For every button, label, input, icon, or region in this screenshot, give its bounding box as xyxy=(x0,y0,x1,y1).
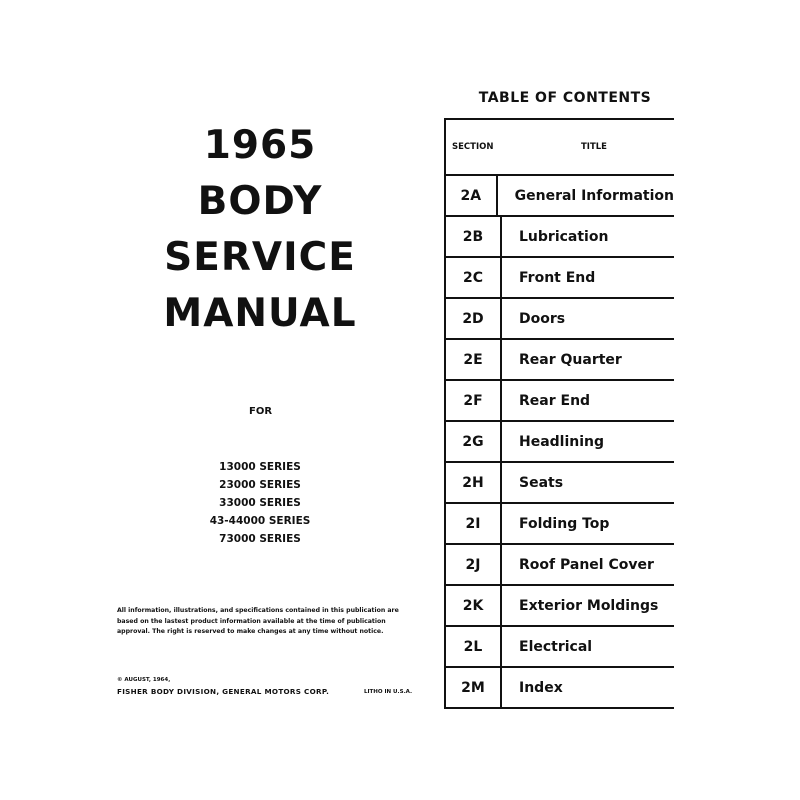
section-code: 2D xyxy=(446,299,502,338)
section-title: Index xyxy=(519,679,563,696)
toc-row xyxy=(446,340,674,381)
series-item: 33000 SERIES xyxy=(219,497,301,509)
toc-row xyxy=(446,668,674,709)
section-title: Rear Quarter xyxy=(519,351,622,368)
section-code: 2F xyxy=(446,381,502,420)
series-item: 23000 SERIES xyxy=(219,479,301,491)
toc-row xyxy=(446,176,674,217)
section-title: Headlining xyxy=(519,433,605,450)
section-code: 2I xyxy=(446,504,502,543)
section-title: Doors xyxy=(519,310,566,327)
copyright: © AUGUST, 1964, xyxy=(117,677,171,683)
section-title: Electrical xyxy=(519,638,593,655)
section-code: 2E xyxy=(446,340,502,379)
section-title: General Information xyxy=(514,187,674,204)
toc-heading: TABLE OF CONTENTS xyxy=(478,90,652,106)
section-code: 2J xyxy=(446,545,502,584)
toc-row xyxy=(446,422,674,463)
section-title: Rear End xyxy=(519,392,591,409)
series-list xyxy=(180,458,340,548)
toc-row xyxy=(446,545,674,586)
disclaimer: All information, illustrations, and specifications contained in this publication are based on the lastest product information available at the time of publication approval. The right is reserved to make changes at any time without notice. xyxy=(117,607,399,635)
section-title: Front End xyxy=(519,269,596,286)
toc-row xyxy=(446,381,674,422)
title-line: MANUAL xyxy=(163,291,357,336)
section-code: 2H xyxy=(446,463,502,502)
section-code: 2K xyxy=(446,586,502,625)
toc-row xyxy=(446,299,674,340)
toc-row xyxy=(446,586,674,627)
toc-header-row xyxy=(446,118,674,176)
section-code: 2C xyxy=(446,258,502,297)
toc-row xyxy=(446,627,674,668)
series-item: 43-44000 SERIES xyxy=(209,515,311,527)
toc-row xyxy=(446,504,674,545)
section-code: 2L xyxy=(446,627,502,666)
section-title: Exterior Moldings xyxy=(519,597,659,614)
title-line: BODY xyxy=(197,179,323,224)
series-item: 73000 SERIES xyxy=(219,533,301,545)
title-line: 1965 xyxy=(203,123,317,168)
title-line: SERVICE xyxy=(164,235,356,280)
section-title: Folding Top xyxy=(519,515,610,532)
section-code: 2G xyxy=(446,422,502,461)
section-column-header: SECTION xyxy=(452,142,494,152)
litho-note: LITHO IN U.S.A. xyxy=(364,689,413,695)
for-label: FOR xyxy=(249,406,273,417)
toc-row xyxy=(446,258,674,299)
section-code: 2M xyxy=(446,668,502,707)
series-item: 13000 SERIES xyxy=(219,461,301,473)
manual-title xyxy=(130,118,390,342)
toc-table xyxy=(444,118,674,709)
section-title: Roof Panel Cover xyxy=(519,556,654,573)
section-code: 2B xyxy=(446,217,502,256)
section-title: Seats xyxy=(519,474,564,491)
title-column-header: TITLE xyxy=(581,142,607,152)
section-code: 2A xyxy=(446,176,498,215)
toc-row xyxy=(446,463,674,504)
publisher: FISHER BODY DIVISION, GENERAL MOTORS CORP. xyxy=(117,687,330,696)
toc-row xyxy=(446,217,674,258)
section-title: Lubrication xyxy=(519,228,609,245)
